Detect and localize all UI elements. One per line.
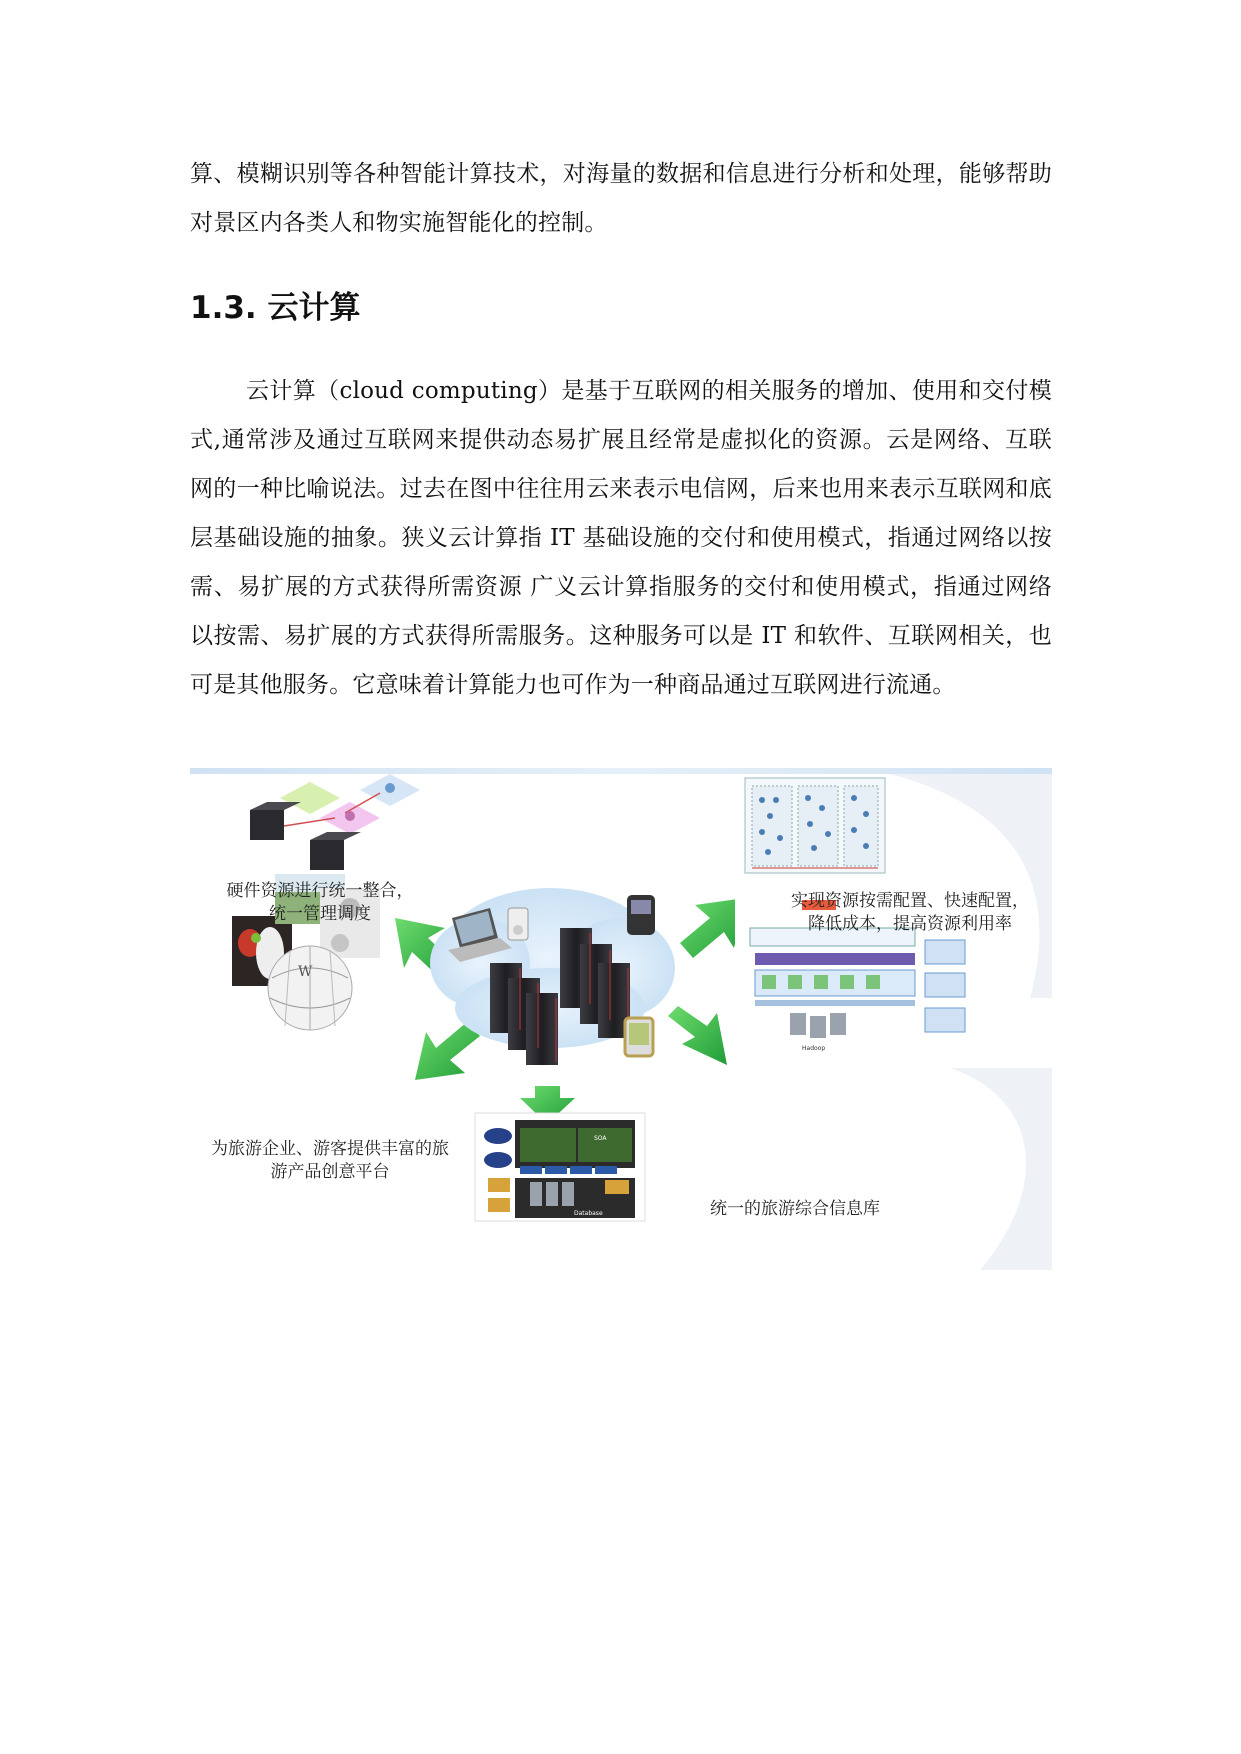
soa-label: SOA xyxy=(594,1135,607,1142)
caption-hardware-integration: 硬件资源进行统一整合，统一管理调度 xyxy=(226,881,414,924)
database-architecture-diagram xyxy=(475,1113,645,1221)
database-label: Database xyxy=(574,1210,603,1217)
caption-tourism-platform: 为旅游企业、游客提供丰富的旅游产品创意平台 xyxy=(211,1139,449,1182)
hadoop-label: Hadoop xyxy=(802,1045,826,1052)
figure-illustration xyxy=(190,768,1052,1270)
wikipedia-globe-icon xyxy=(268,946,352,1030)
hardware-isometric-illustration xyxy=(250,774,420,870)
handheld-gps-icon xyxy=(625,1018,653,1056)
ipod-icon xyxy=(508,908,528,940)
svg-text:W: W xyxy=(298,964,313,980)
intro-paragraph: 算、模糊识别等各种智能计算技术，对海量的数据和信息进行分析和处理，能够帮助对景区内各类人和物实施智能化的控制。 xyxy=(190,161,1052,236)
network-topology-diagram xyxy=(745,778,885,873)
arrow-down-left-icon xyxy=(415,1022,480,1080)
phone-icon xyxy=(627,895,655,935)
cloud-computing-paragraph: 云计算（cloud computing）是基于互联网的相关服务的增加、使用和交付模式,通常涉及通过互联网来提供动态易扩展且经常是虚拟化的资源。云是网络、互联网的一种比喻说法。过去在图中往往用云来表示电信网，后来也用来表示互联网和底层基础设施的抽象。狭义云计算指 IT 基础设施的交付和使用模式，指通过网络以按需、易扩展的方式获得所需资源 广义云计算指服务的交付和使用模式，指通过网络以按需、易扩展的方式获得所需服务。这种服务可以是 IT 和软件、互联网相关，也可是其他服务。它意味着计算能力也可作为一种商品通过互联网进行流通。 xyxy=(190,378,1052,698)
arrow-down-right-icon xyxy=(668,1006,727,1065)
watermark-swoosh-lower xyxy=(950,1068,1052,1270)
caption-resource-allocation: 实现资源按需配置、快速配置，降低成本，提高资源利用率 xyxy=(791,891,1029,934)
cloud-computing-figure xyxy=(190,768,1052,1270)
section-heading: 1.3. 云计算 xyxy=(190,290,361,326)
caption-tourism-database: 统一的旅游综合信息库 xyxy=(710,1199,880,1219)
